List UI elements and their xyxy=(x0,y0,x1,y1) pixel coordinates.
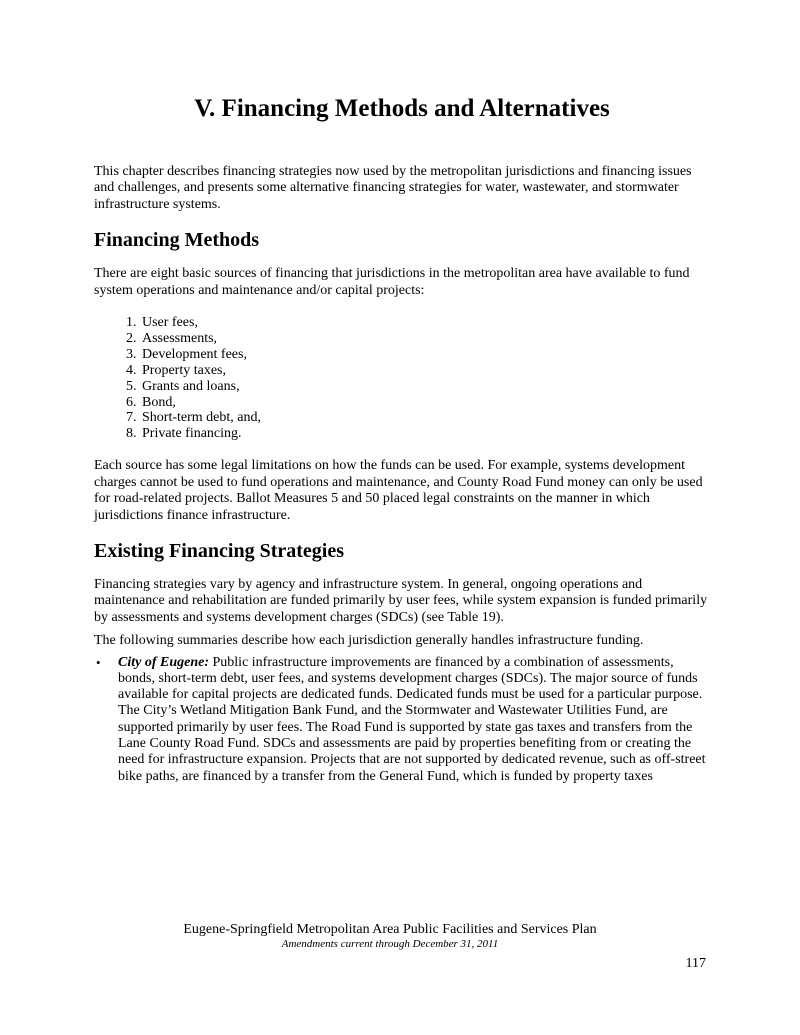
jurisdiction-list xyxy=(94,655,710,785)
intro-paragraph: This chapter describes financing strategies now used by the metropolitan jurisdictions and financing issues and challenges, and presents some alternative financing strategies for water, wastewater, and stormwater infrastructure systems. xyxy=(94,164,692,212)
section-heading-financing-methods: Financing Methods xyxy=(94,229,260,252)
page-title: V. Financing Methods and Alternatives xyxy=(194,95,610,122)
financing-methods-paragraph: There are eight basic sources of financing that jurisdictions in the metropolitan area have available to fund system operations and maintenance and/or capital projects: xyxy=(94,266,690,298)
list-item: 7. Short-term debt, and, xyxy=(140,410,710,426)
footer-amendments-note: Amendments current through December 31, 2011 xyxy=(281,938,499,950)
section-heading-existing-strategies: Existing Financing Strategies xyxy=(94,539,345,562)
footer-plan-title: Eugene-Springfield Metropolitan Area Public Facilities and Services Plan xyxy=(183,922,597,937)
summaries-paragraph: The following summaries describe how each jurisdiction generally handles infrastructure funding. xyxy=(94,633,644,649)
page-number: 117 xyxy=(685,956,706,971)
legal-limitations-paragraph: Each source has some legal limitations on how the funds can be used. For example, systems development charges cannot be used to fund operations and maintenance, and County Road Fund money can only be used for road-related projects. Ballot Measures 5 and 50 placed legal constraints on the manner in which jurisdictions finance infrastructure. xyxy=(94,458,703,523)
list-item: 2. Assessments, xyxy=(140,331,710,347)
list-item: 1. User fees, xyxy=(140,315,710,331)
page-footer xyxy=(94,922,710,951)
financing-sources-list xyxy=(94,315,710,442)
bullet-icon: • xyxy=(96,654,101,670)
jurisdiction-item-eugene xyxy=(96,654,710,785)
jurisdiction-name: City of Eugene: xyxy=(118,654,209,670)
jurisdiction-description: Public infrastructure improvements are financed by a combination of assessments, bonds, short-term debt, user fees, and systems development charges (SDCs). The major source of funds available for capital projects are dedicated funds. Dedicated funds must be used for a particular purpose. The City’s Wetland Mitigation Bank Fund, and the Stormwater and Wastewater Utilities Fund, are supported primarily by user fees. The Road Fund is supported by state gas taxes and transfers from the Lane County Road Fund. SDCs and assessments are paid by properties benefiting from or creating the need for infrastructure expansion. Projects that are not supported by dedicated revenue, such as off-street bike paths, are financed by a transfer from the General Fund, which is funded by property taxes xyxy=(118,654,706,784)
list-item: 8. Private financing. xyxy=(140,426,710,442)
document-page xyxy=(94,92,710,785)
list-item: 6. Bond, xyxy=(140,395,710,411)
list-item: 3. Development fees, xyxy=(140,347,710,363)
list-item: 5. Grants and loans, xyxy=(140,379,710,395)
existing-strategies-paragraph: Financing strategies vary by agency and infrastructure system. In general, ongoing operations and maintenance and rehabilitation are funded primarily by user fees, while system expansion is funded primarily by assessments and systems development charges (SDCs) (see Table 19). xyxy=(94,576,708,625)
list-item: 4. Property taxes, xyxy=(140,363,710,379)
